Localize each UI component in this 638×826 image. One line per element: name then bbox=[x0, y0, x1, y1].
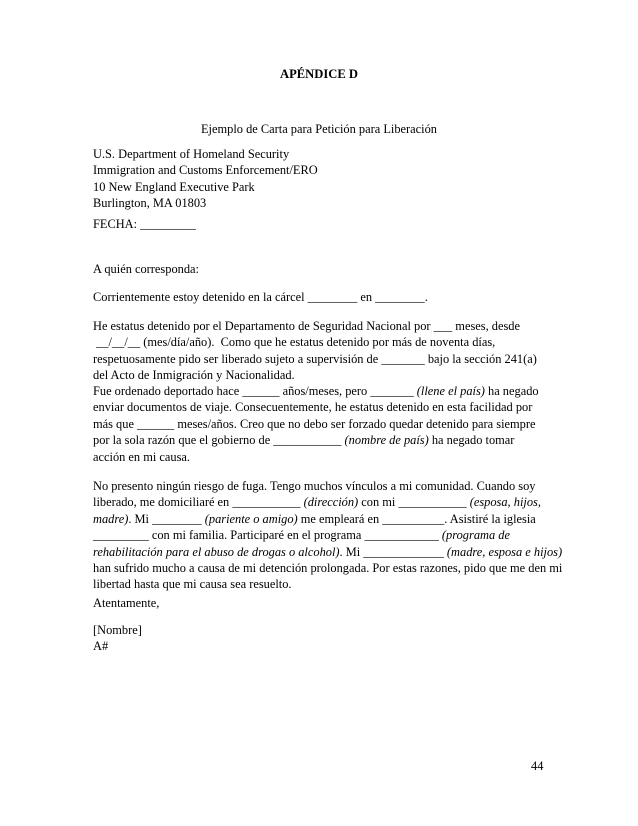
address-line: Burlington, MA 01803 bbox=[93, 196, 207, 211]
date-line bbox=[93, 216, 563, 232]
text-run: Fue ordenado deportado hace ______ años/meses, pero _______ bbox=[93, 384, 417, 398]
text-run: _________ con mi familia. Participaré en el programa ____________ bbox=[93, 528, 442, 543]
paragraph-line: enviar documentos de viaje. Consecuentemente, he estatus detenido en esta facilidad por bbox=[93, 400, 533, 415]
paragraph-3 bbox=[93, 383, 563, 465]
paragraph-line: Corrientemente estoy detenido en la cárcel ________ en ________. bbox=[93, 290, 428, 304]
italic-run: (dirección) bbox=[303, 495, 359, 510]
paragraph-line: No presento ningún riesgo de fuga. Tengo muchos vínculos a mi comunidad. Cuando soy bbox=[93, 479, 536, 493]
closing-text: Atentamente, bbox=[93, 596, 160, 610]
salutation-text: A quién corresponda: bbox=[93, 262, 199, 276]
text-run: ha negado tomar bbox=[428, 433, 515, 448]
address-line: Immigration and Customs Enforcement/ERO bbox=[93, 163, 318, 178]
address-line: 10 New England Executive Park bbox=[93, 179, 255, 194]
paragraph-line: __/__/__ (mes/día/año). Como que he estatus detenido por más de noventa días, bbox=[93, 335, 496, 350]
text-run: por la sola razón que el gobierno de ___________ bbox=[93, 433, 345, 448]
paragraph-line bbox=[93, 527, 563, 543]
paragraph-line: del Acto de Inmigración y Nacionalidad. bbox=[93, 368, 295, 383]
paragraph-line: respetuosamente pido ser liberado sujeto a supervisión de _______ bajo la sección 241(a) bbox=[93, 351, 537, 366]
text-run: . Mi ________ bbox=[128, 511, 205, 526]
signature-block bbox=[93, 622, 563, 655]
address-line: U.S. Department of Homeland Security bbox=[93, 147, 290, 161]
italic-run: (esposa, hijos, bbox=[469, 495, 541, 510]
paragraph-line: libertad hasta que mi causa sea resuelto. bbox=[93, 577, 292, 592]
paragraph-4 bbox=[93, 478, 563, 593]
signature-name: [Nombre] bbox=[93, 623, 142, 637]
paragraph-line: han sufrido mucho a causa de mi detención prolongada. Por estas razones, pido que me den mi bbox=[93, 560, 563, 575]
paragraph-line bbox=[93, 494, 563, 510]
text-run: con mi ___________ bbox=[358, 495, 470, 510]
italic-run: (programa de bbox=[441, 528, 510, 543]
paragraph-line bbox=[93, 383, 563, 399]
paragraph-1 bbox=[93, 289, 563, 305]
recipient-address bbox=[93, 146, 563, 212]
text-run: . Mi _____________ bbox=[339, 544, 447, 559]
paragraph-line: He estatus detenido por el Departamento de Seguridad Nacional por ___ meses, desde bbox=[93, 319, 520, 333]
closing bbox=[93, 595, 563, 611]
paragraph-line: más que ______ meses/años. Creo que no debo ser forzado quedar detenido para siempre bbox=[93, 416, 536, 431]
text-run: liberado, me domiciliaré en ___________ bbox=[93, 495, 304, 510]
italic-run: (llene el país) bbox=[416, 384, 485, 398]
date-text: FECHA: _________ bbox=[93, 217, 196, 231]
salutation bbox=[93, 261, 563, 277]
paragraph-line: acción en mi causa. bbox=[93, 449, 191, 464]
page-number: 44 bbox=[531, 759, 544, 773]
italic-run: (madre, esposa e hijos) bbox=[446, 544, 563, 559]
letter-subtitle: Ejemplo de Carta para Petición para Liberación bbox=[200, 122, 437, 136]
signature-a-number: A# bbox=[93, 639, 109, 654]
italic-run: rehabilitación para el abuso de drogas o alcohol) bbox=[93, 544, 340, 559]
italic-run: (pariente o amigo) bbox=[204, 511, 298, 526]
paragraph-line bbox=[93, 511, 563, 527]
text-run: me empleará en __________. Asistiré la iglesia bbox=[297, 511, 536, 526]
paragraph-line bbox=[93, 544, 563, 560]
paragraph-2 bbox=[93, 318, 563, 384]
italic-run: madre) bbox=[93, 511, 129, 526]
italic-run: (nombre de país) bbox=[344, 433, 429, 448]
paragraph-line bbox=[93, 432, 563, 448]
text-run: ha negado bbox=[484, 384, 539, 398]
page-title: APÉNDICE D bbox=[279, 67, 359, 81]
